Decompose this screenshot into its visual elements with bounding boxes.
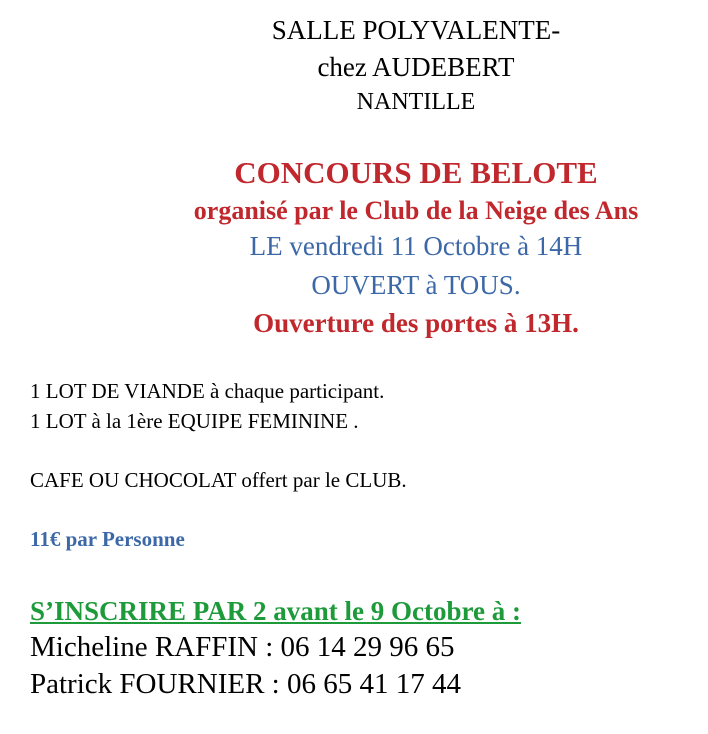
event-title: CONCOURS DE BELOTE (234, 155, 598, 190)
town-name: NANTILLE (356, 89, 476, 115)
event-organizer: organisé par le Club de la Neige des Ans (193, 196, 639, 225)
contact-1: Micheline RAFFIN : 06 14 29 96 65 (30, 631, 455, 663)
doors-opening: Ouverture des portes à 13H. (253, 308, 579, 338)
venue-line-1: SALLE POLYVALENTE- (271, 15, 561, 45)
event-date: LE vendredi 11 Octobre à 14H (249, 231, 583, 261)
registration-heading: S’INSCRIRE PAR 2 avant le 9 Octobre à : (30, 596, 521, 626)
offer-line: CAFE OU CHOCOLAT offert par le CLUB. (30, 468, 407, 492)
prize-line-1: 1 LOT DE VIANDE à chaque participant. (30, 379, 385, 403)
contact-2: Patrick FOURNIER : 06 65 41 17 44 (30, 668, 461, 700)
venue-line-2: chez AUDEBERT (317, 52, 515, 82)
prize-line-2: 1 LOT à la 1ère EQUIPE FEMININE . (30, 409, 359, 433)
price-line: 11€ par Personne (30, 527, 185, 551)
event-open-to: OUVERT à TOUS. (311, 270, 521, 300)
